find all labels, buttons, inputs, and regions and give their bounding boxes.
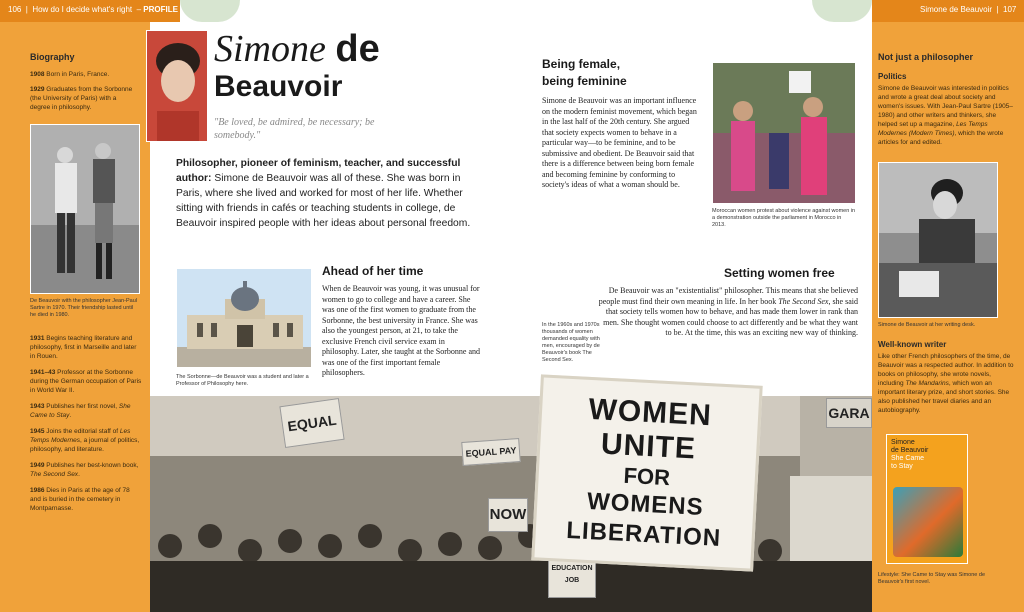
ahead-paragraph: When de Beauvoir was young, it was unusual for women to go to college and have a career. She was one of the first women to graduate from the Sorbonne, the best university in France. She was also the youngest person, at 21, to take the exclusive French civil service exam in philosophy. Later, she taught at the Sorbonne and was one of the first important female philosophers. (322, 284, 481, 377)
book-cover-art (893, 487, 963, 557)
chapter-title: How do I decide what's right (32, 5, 133, 14)
politics-paragraph: Simone de Beauvoir was interested in politics and wrote a great deal about society and women's issues. With Jean-Paul Sartre (1905–1980) and other writers and thinkers, she helped set up a magazine, Les Temps Modernes (Modern Times), which the wrote articles for and edited. (878, 85, 1013, 146)
bio-item: 1931 Begins teaching literature and philosophy, first in Marseille and later in Rouen. (30, 335, 137, 360)
free-paragraph: De Beauvoir was an "existentialist" philosopher. This means that she believed people must find their own meaning in life. In her book The Second Sex, she said that society tells women how to behave, and has made them lower in rank than men. She thought women could choose to act differently and be what they want to be. At the time, this was an exciting new way of thinking. (598, 286, 858, 337)
bio-item: 1949 Publishes her best-known book, The Second Sex. (30, 462, 139, 478)
sign-education-job: EDUCATION JOB (548, 556, 596, 598)
bio-item: 1941–43 Professor at the Sorbonne during the German occupation of Paris in World War II. (30, 369, 142, 394)
sorbonne-building-illustration (177, 269, 312, 368)
bio-item: 1945 Joins the editorial staff of Les Temps Modernes, a journal of politics, philosophy, and literature. (30, 428, 140, 453)
free-heading: Setting women free (724, 266, 835, 280)
header-left-text: 106 | How do I decide what's right – PROFILE (8, 5, 178, 14)
book-cover-she-came-to-stay (886, 434, 968, 564)
bio-photo-caption: De Beauvoir with the philosopher Jean-Paul Sartre in 1970. Their friendship lasted until he died in 1980. (30, 298, 138, 318)
book-caption: Lifestyle: She Came to Stay was Simone de Beauvoir's first novel. (878, 572, 985, 585)
sign-garage: GARA (826, 398, 872, 428)
page-title-surname: Beauvoir (214, 70, 343, 103)
sorbonne-photo (176, 268, 312, 368)
header-left (0, 0, 180, 22)
book-cover-text: Simone de Beauvoir She Came to Stay (891, 439, 929, 470)
quote: "Be loved, be admired, be necessary; be somebody." (214, 117, 375, 141)
writing-desk-caption: Simone de Beauvoir at her writing desk. (878, 322, 976, 328)
photo-beauvoir-sartre (30, 124, 140, 294)
page-number-right: 107 (1003, 5, 1017, 14)
sign-equal: EQUAL (279, 398, 344, 448)
ahead-heading: Ahead of her time (322, 264, 424, 278)
bio-item: 1908 Born in Paris, France. (30, 71, 110, 78)
women-unite-banner: WOMEN UNITE FOR WOMENS LIBERATION (531, 374, 762, 571)
bio-item: 1986 Dies in Paris at the age of 78 and is buried in the cemetery in Montparnasse. (30, 487, 130, 512)
header-right (872, 0, 1024, 22)
portrait-illustration (147, 31, 208, 142)
writing-desk-photo (878, 162, 998, 318)
moroccan-protest-photo (712, 62, 856, 204)
people-walking-illustration (31, 125, 140, 294)
header-right-text: Simone de Beauvoir | 107 (920, 5, 1017, 14)
woman-at-desk-illustration (879, 163, 998, 318)
writer-heading: Well-known writer (878, 340, 947, 349)
moroccan-photo-caption: Moroccan women protest about violence against women in a demonstration outside the parliament in Morocco in 2013. (712, 208, 856, 228)
sign-equal-pay: EQUAL PAY (461, 438, 521, 466)
leaf-decoration-right (812, 0, 872, 22)
politics-heading: Politics (878, 72, 907, 81)
intro-paragraph: Philosopher, pioneer of feminism, teacher, and successful author: Simone de Beauvoir was all of these. She was born in Paris, where she lived and worked for most of her life. Whether sitting with friends in cafés or teaching students in college, de Beauvoir inspired people with her ideas about personal freedom. (176, 158, 471, 229)
right-sidebar-heading: Not just a philosopher (878, 52, 974, 62)
writer-paragraph: Like other French philosophers of the time, de Beauvoir was a respected author. In addition to books on philosophy, she wrote novels, including The Mandarins, which won an important literary prize, and short stories. She also published her travel diaries and an autobiography. (878, 353, 1014, 414)
portrait-photo (146, 30, 208, 142)
crowd-side-caption: In the 1960s and 1970s thousands of women demanded equality with men, encouraged by de Beauvoir's book The Second Sex. (542, 322, 600, 363)
protest-crowd-illustration (713, 63, 856, 204)
female-heading: Being female, being feminine (542, 57, 627, 88)
sign-now: NOW (488, 498, 528, 532)
profile-name-header: Simone de Beauvoir (920, 5, 993, 14)
leaf-decoration-left (180, 0, 240, 22)
page-number-left: 106 (8, 5, 22, 14)
biography-list-bottom (30, 334, 142, 513)
page-title: Simone de (214, 28, 380, 70)
bio-item: 1943 Publishes her first novel, She Came to Stay. (30, 403, 131, 419)
biography-heading: Biography (30, 52, 75, 62)
biography-list-top (30, 70, 138, 112)
bio-item: 1929 Graduates from the Sorbonne (the University of Paris) with a degree in philosophy. (30, 86, 133, 111)
section-label: PROFILE (143, 5, 178, 14)
sorbonne-caption: The Sorbonne—de Beauvoir was a student and later a Professor of Philosophy here. (176, 374, 309, 387)
female-paragraph: Simone de Beauvoir was an important influence on the modern feminist movement, which began in the last half of the 20th century. She argued that society expects women to behave in a particular way—to be feminine, and to be submissive and obedient. De Beauvoir said that there is a difference between being born female and becoming feminine by conforming to society's ideas of what a woman should be. (542, 96, 697, 189)
